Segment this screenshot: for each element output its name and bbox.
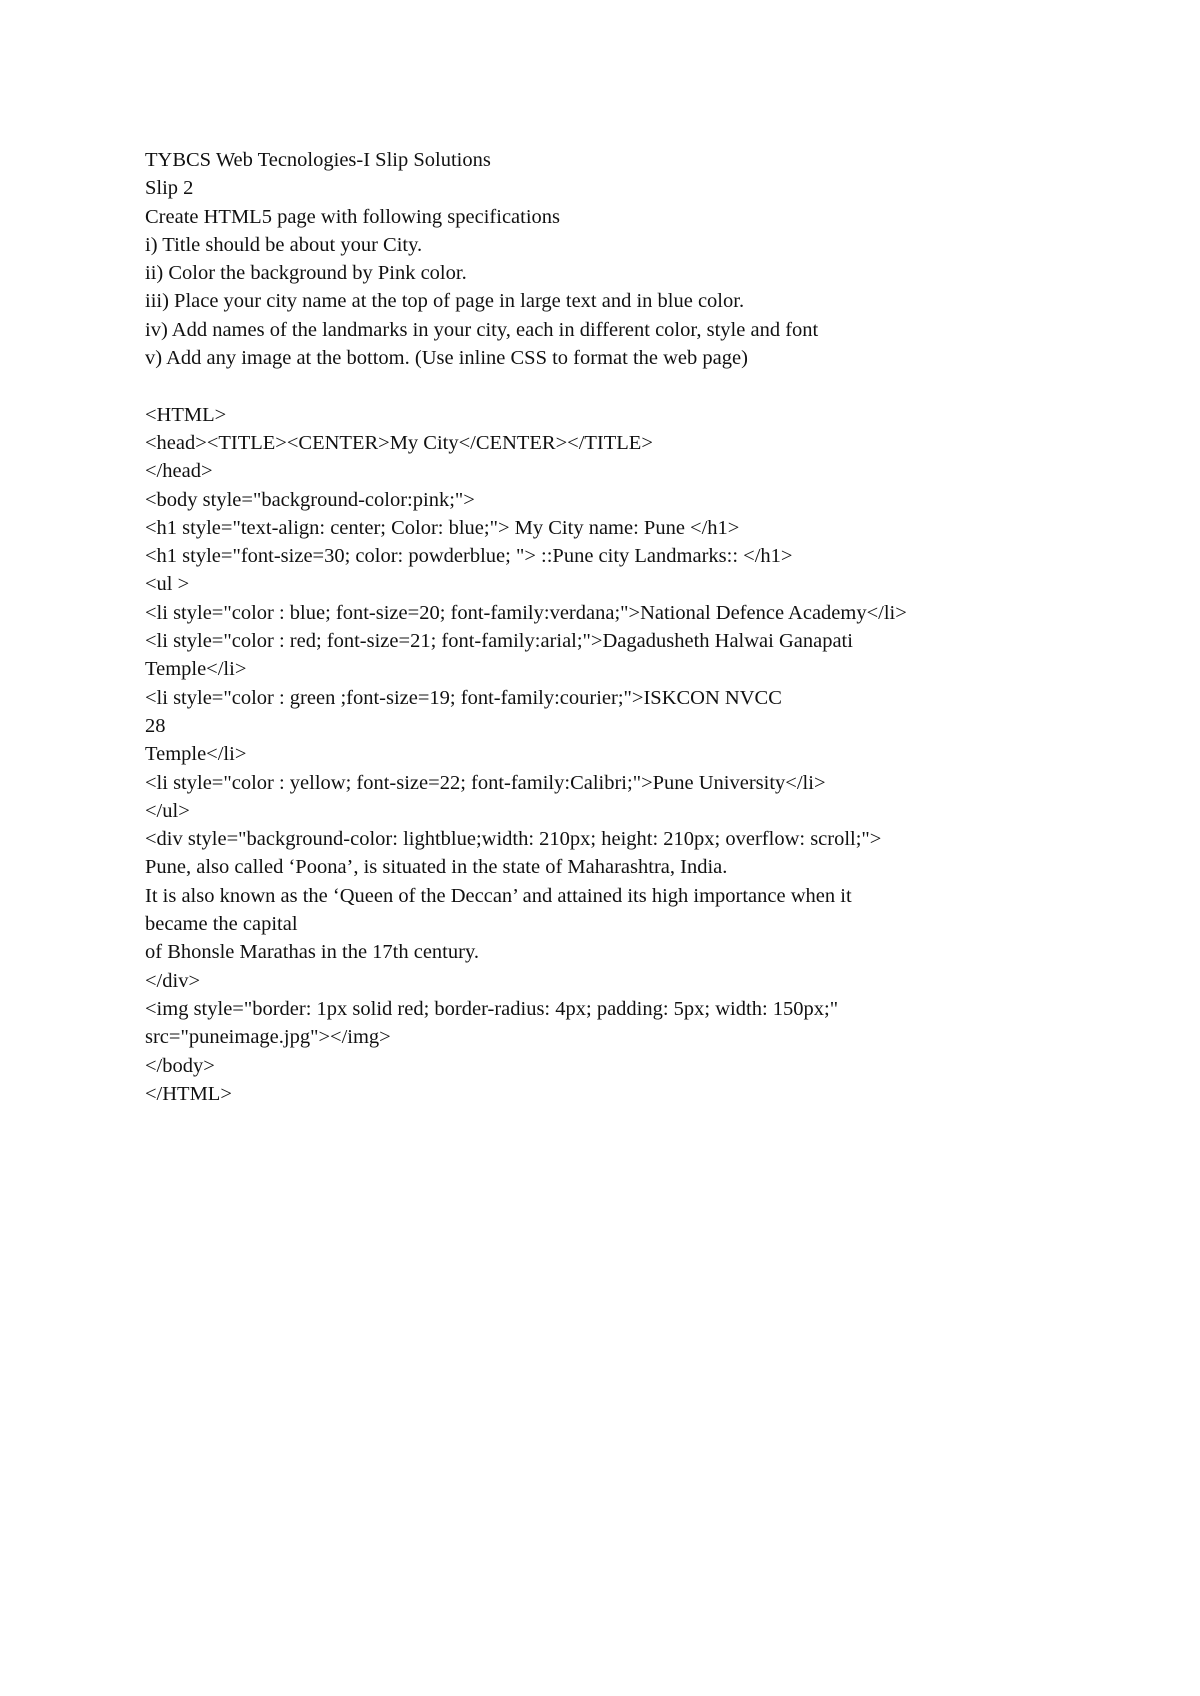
code-line: <HTML> [145, 403, 227, 426]
code-line: <head><TITLE><CENTER>My City</CENTER></TITLE> [145, 431, 653, 454]
code-line: <li style="color : green ;font-size=19; font-family:courier;">ISKCON NVCC [145, 686, 782, 709]
code-line: src="puneimage.jpg"></img> [145, 1026, 391, 1049]
spec-item: iii) Place your city name at the top of page in large text and in blue color. [145, 290, 745, 313]
code-line: of Bhonsle Marathas in the 17th century. [145, 941, 479, 964]
spec-item: iv) Add names of the landmarks in your city, each in different color, style and font [145, 318, 819, 341]
code-line: became the capital [145, 913, 298, 936]
code-line: <h1 style="text-align: center; Color: blue;"> My City name: Pune </h1> [145, 516, 740, 539]
code-line: </body> [145, 1054, 215, 1077]
task-statement: Create HTML5 page with following specifications [145, 205, 561, 228]
code-line: </head> [145, 460, 213, 483]
blank-line [145, 372, 1105, 400]
code-line: <li style="color : yellow; font-size=22; font-family:Calibri;">Pune University</li> [145, 771, 826, 794]
code-line: Temple</li> [145, 743, 247, 766]
code-line: It is also known as the ‘Queen of the Deccan’ and attained its high importance when it [145, 884, 852, 907]
code-line: <h1 style="font-size=30; color: powderblue; "> ::Pune city Landmarks:: </h1> [145, 545, 793, 568]
document-title: TYBCS Web Tecnologies-I Slip Solutions [145, 149, 491, 171]
code-line: <ul > [145, 573, 190, 596]
code-line: <img style="border: 1px solid red; border-radius: 4px; padding: 5px; width: 150px;" [145, 997, 839, 1020]
document-body [145, 146, 1105, 1108]
code-line: </ul> [145, 799, 190, 822]
spec-item: i) Title should be about your City. [145, 233, 423, 256]
code-line: </HTML> [145, 1082, 232, 1105]
code-line: <li style="color : red; font-size=21; font-family:arial;">Dagadusheth Halwai Ganapati [145, 630, 853, 653]
slip-number: Slip 2 [145, 177, 194, 200]
code-line: <li style="color : blue; font-size=20; font-family:verdana;">National Defence Academy</li> [145, 601, 907, 624]
code-line: <body style="background-color:pink;"> [145, 488, 475, 511]
code-line: Pune, also called ‘Poona’, is situated in the state of Maharashtra, India. [145, 856, 728, 879]
code-line: Temple</li> [145, 658, 247, 681]
spec-item: v) Add any image at the bottom. (Use inline CSS to format the web page) [145, 347, 748, 370]
code-line: <div style="background-color: lightblue;width: 210px; height: 210px; overflow: scroll;"> [145, 828, 882, 851]
code-line: </div> [145, 969, 201, 992]
code-line: 28 [145, 714, 166, 737]
spec-item: ii) Color the background by Pink color. [145, 262, 467, 285]
